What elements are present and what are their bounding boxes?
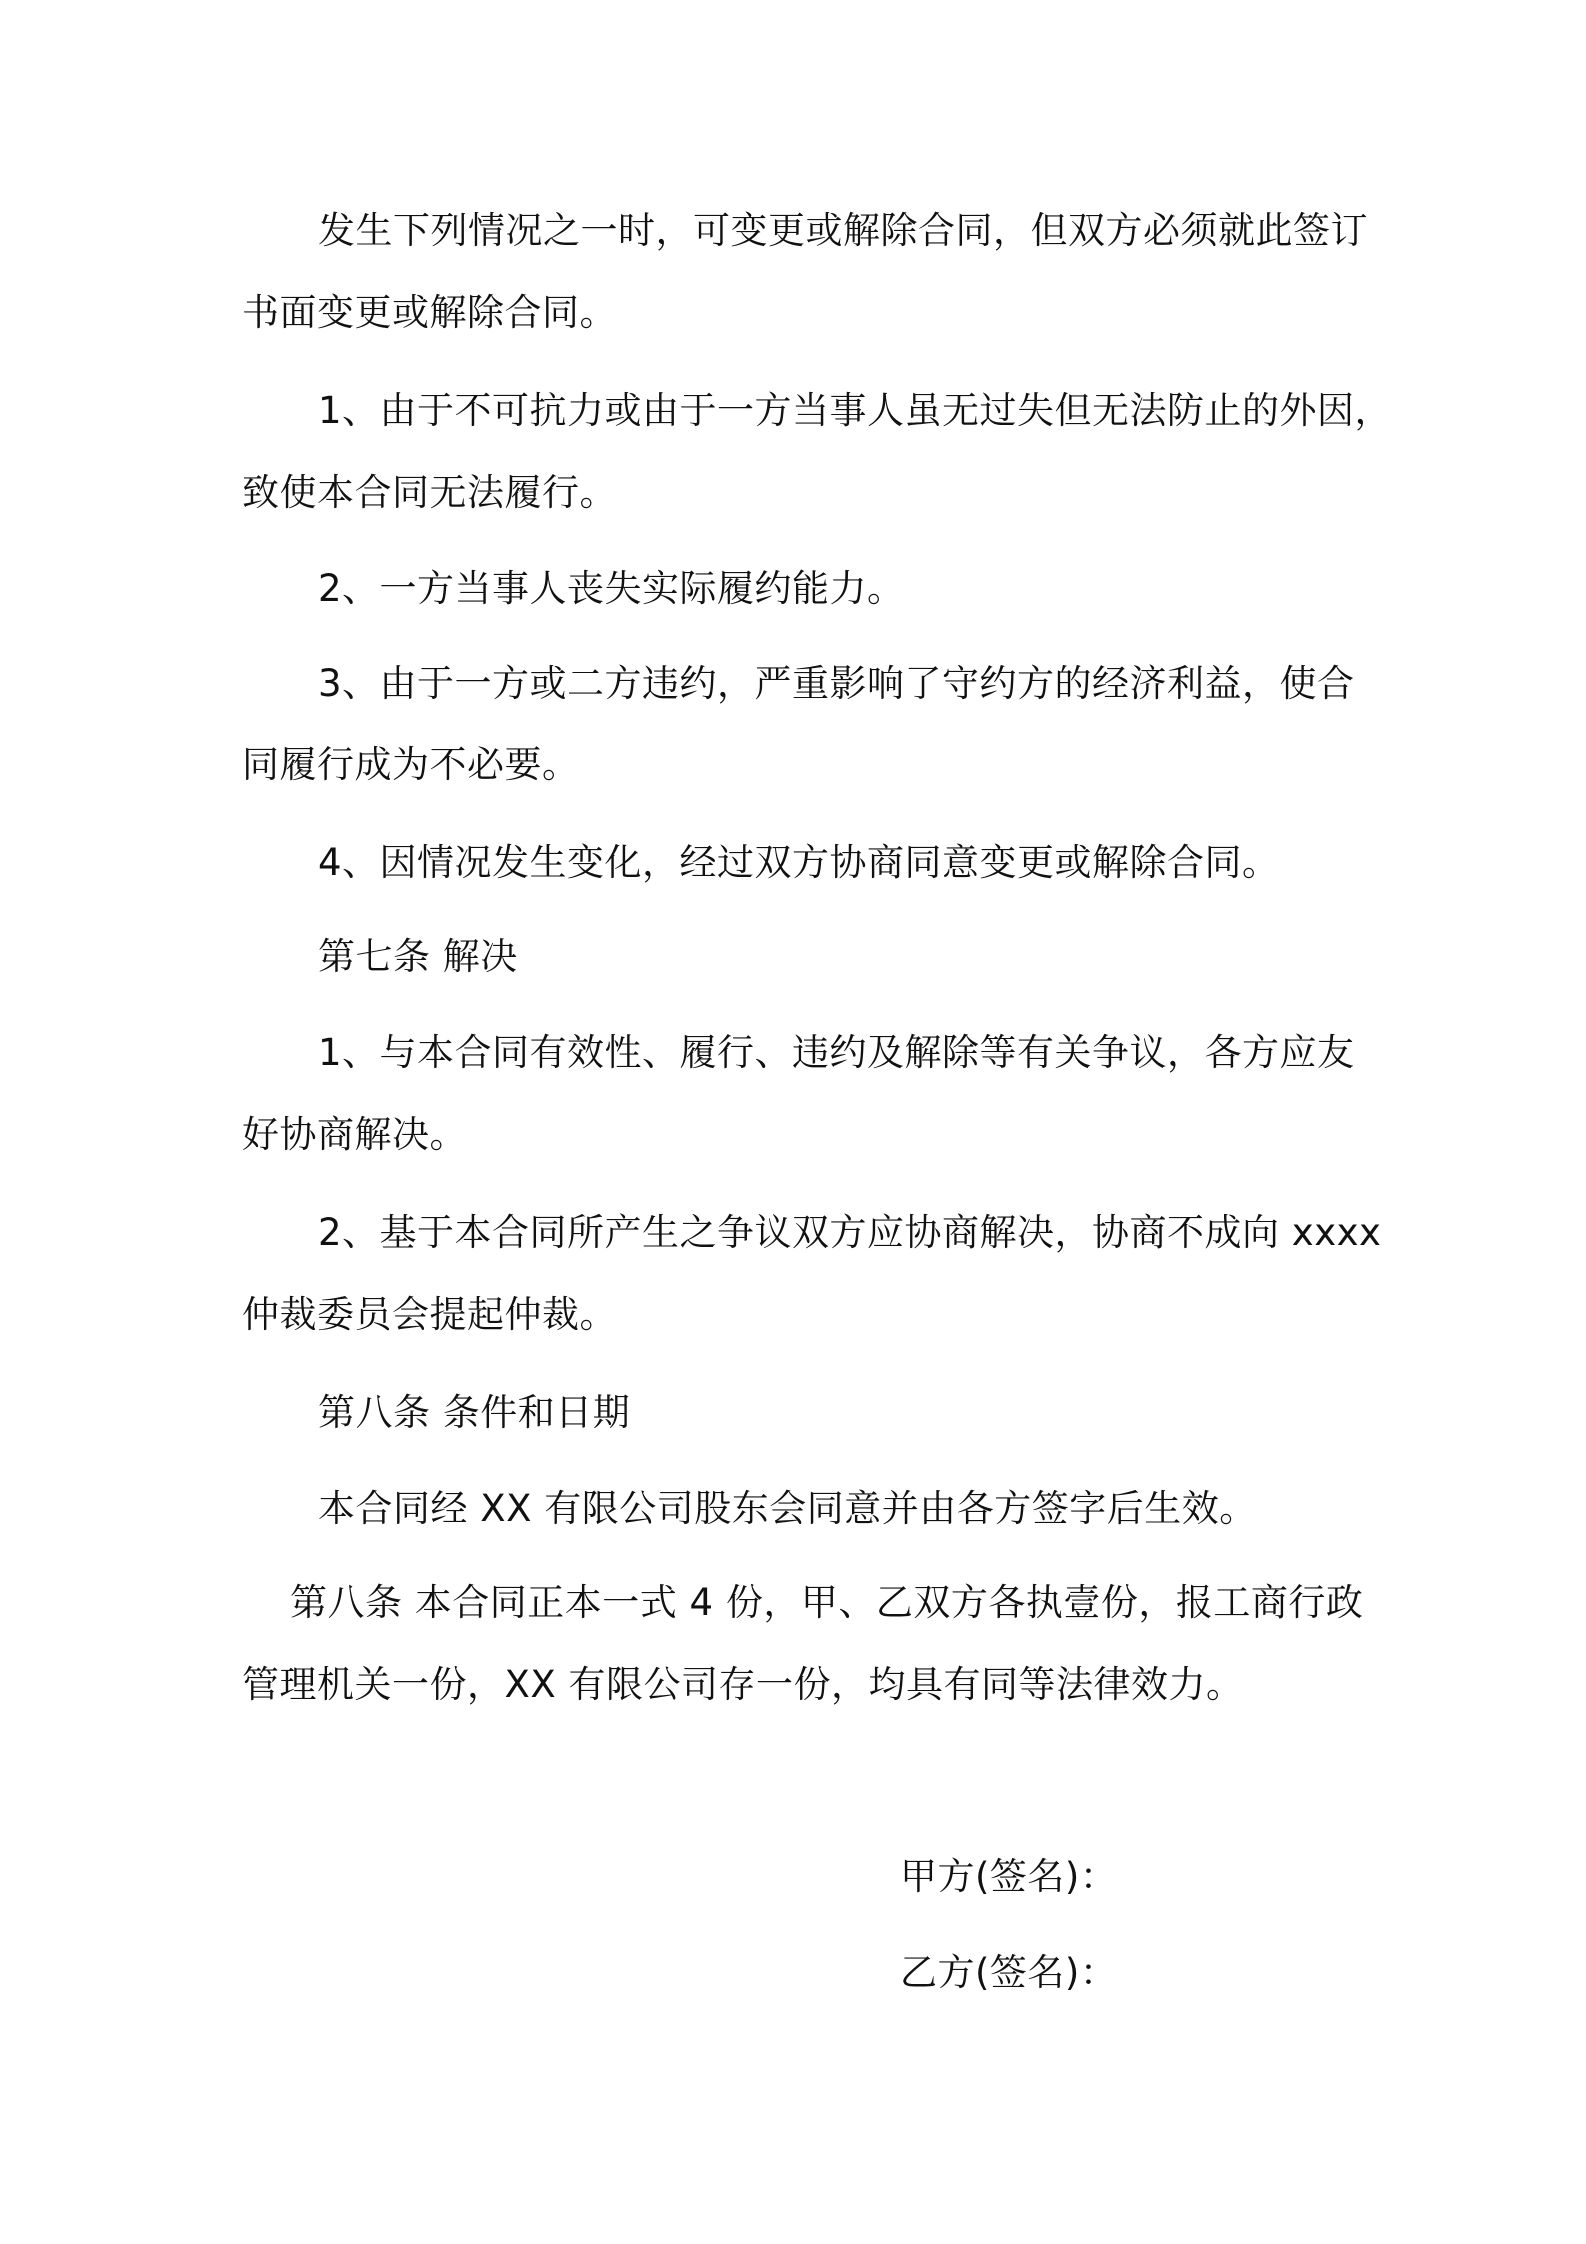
list-item-3-line: 同履行成为不必要。 — [242, 743, 580, 786]
party-b-signature: 乙方(签名)： — [900, 1951, 1118, 1994]
dispute-item-1-line: 好协商解决。 — [242, 1113, 467, 1156]
list-item-2-line: 2、一方当事人丧失实际履约能力。 — [318, 567, 905, 610]
paragraph-line: 发生下列情况之一时，可变更或解除合同，但双方必须就此签订 — [318, 209, 1368, 252]
section-heading-8: 第八条 条件和日期 — [318, 1391, 631, 1434]
list-item-1-line: 致使本合同无法履行。 — [242, 471, 617, 514]
dispute-item-2-line: 2、基于本合同所产生之争议双方应协商解决，协商不成向 xxxx — [318, 1211, 1382, 1254]
copies-clause-line: 第八条 本合同正本一式 4 份，甲、乙双方各执壹份，报工商行政 — [290, 1581, 1364, 1624]
list-item-4-line: 4、因情况发生变化，经过双方协商同意变更或解除合同。 — [318, 841, 1280, 884]
list-item-3-line: 3、由于一方或二方违约，严重影响了守约方的经济利益，使合 — [318, 662, 1355, 705]
section-heading-7: 第七条 解决 — [318, 935, 518, 978]
effective-clause: 本合同经 XX 有限公司股东会同意并由各方签字后生效。 — [318, 1487, 1257, 1530]
dispute-item-2-line: 仲裁委员会提起仲裁。 — [242, 1293, 617, 1336]
paragraph-line: 书面变更或解除合同。 — [242, 291, 617, 334]
copies-clause-line: 管理机关一份，XX 有限公司存一份，均具有同等法律效力。 — [242, 1663, 1244, 1706]
party-a-signature: 甲方(签名)： — [900, 1855, 1118, 1898]
list-item-1-line: 1、由于不可抗力或由于一方当事人虽无过失但无法防止的外因， — [318, 389, 1393, 432]
dispute-item-1-line: 1、与本合同有效性、履行、违约及解除等有关争议，各方应友 — [318, 1031, 1355, 1074]
